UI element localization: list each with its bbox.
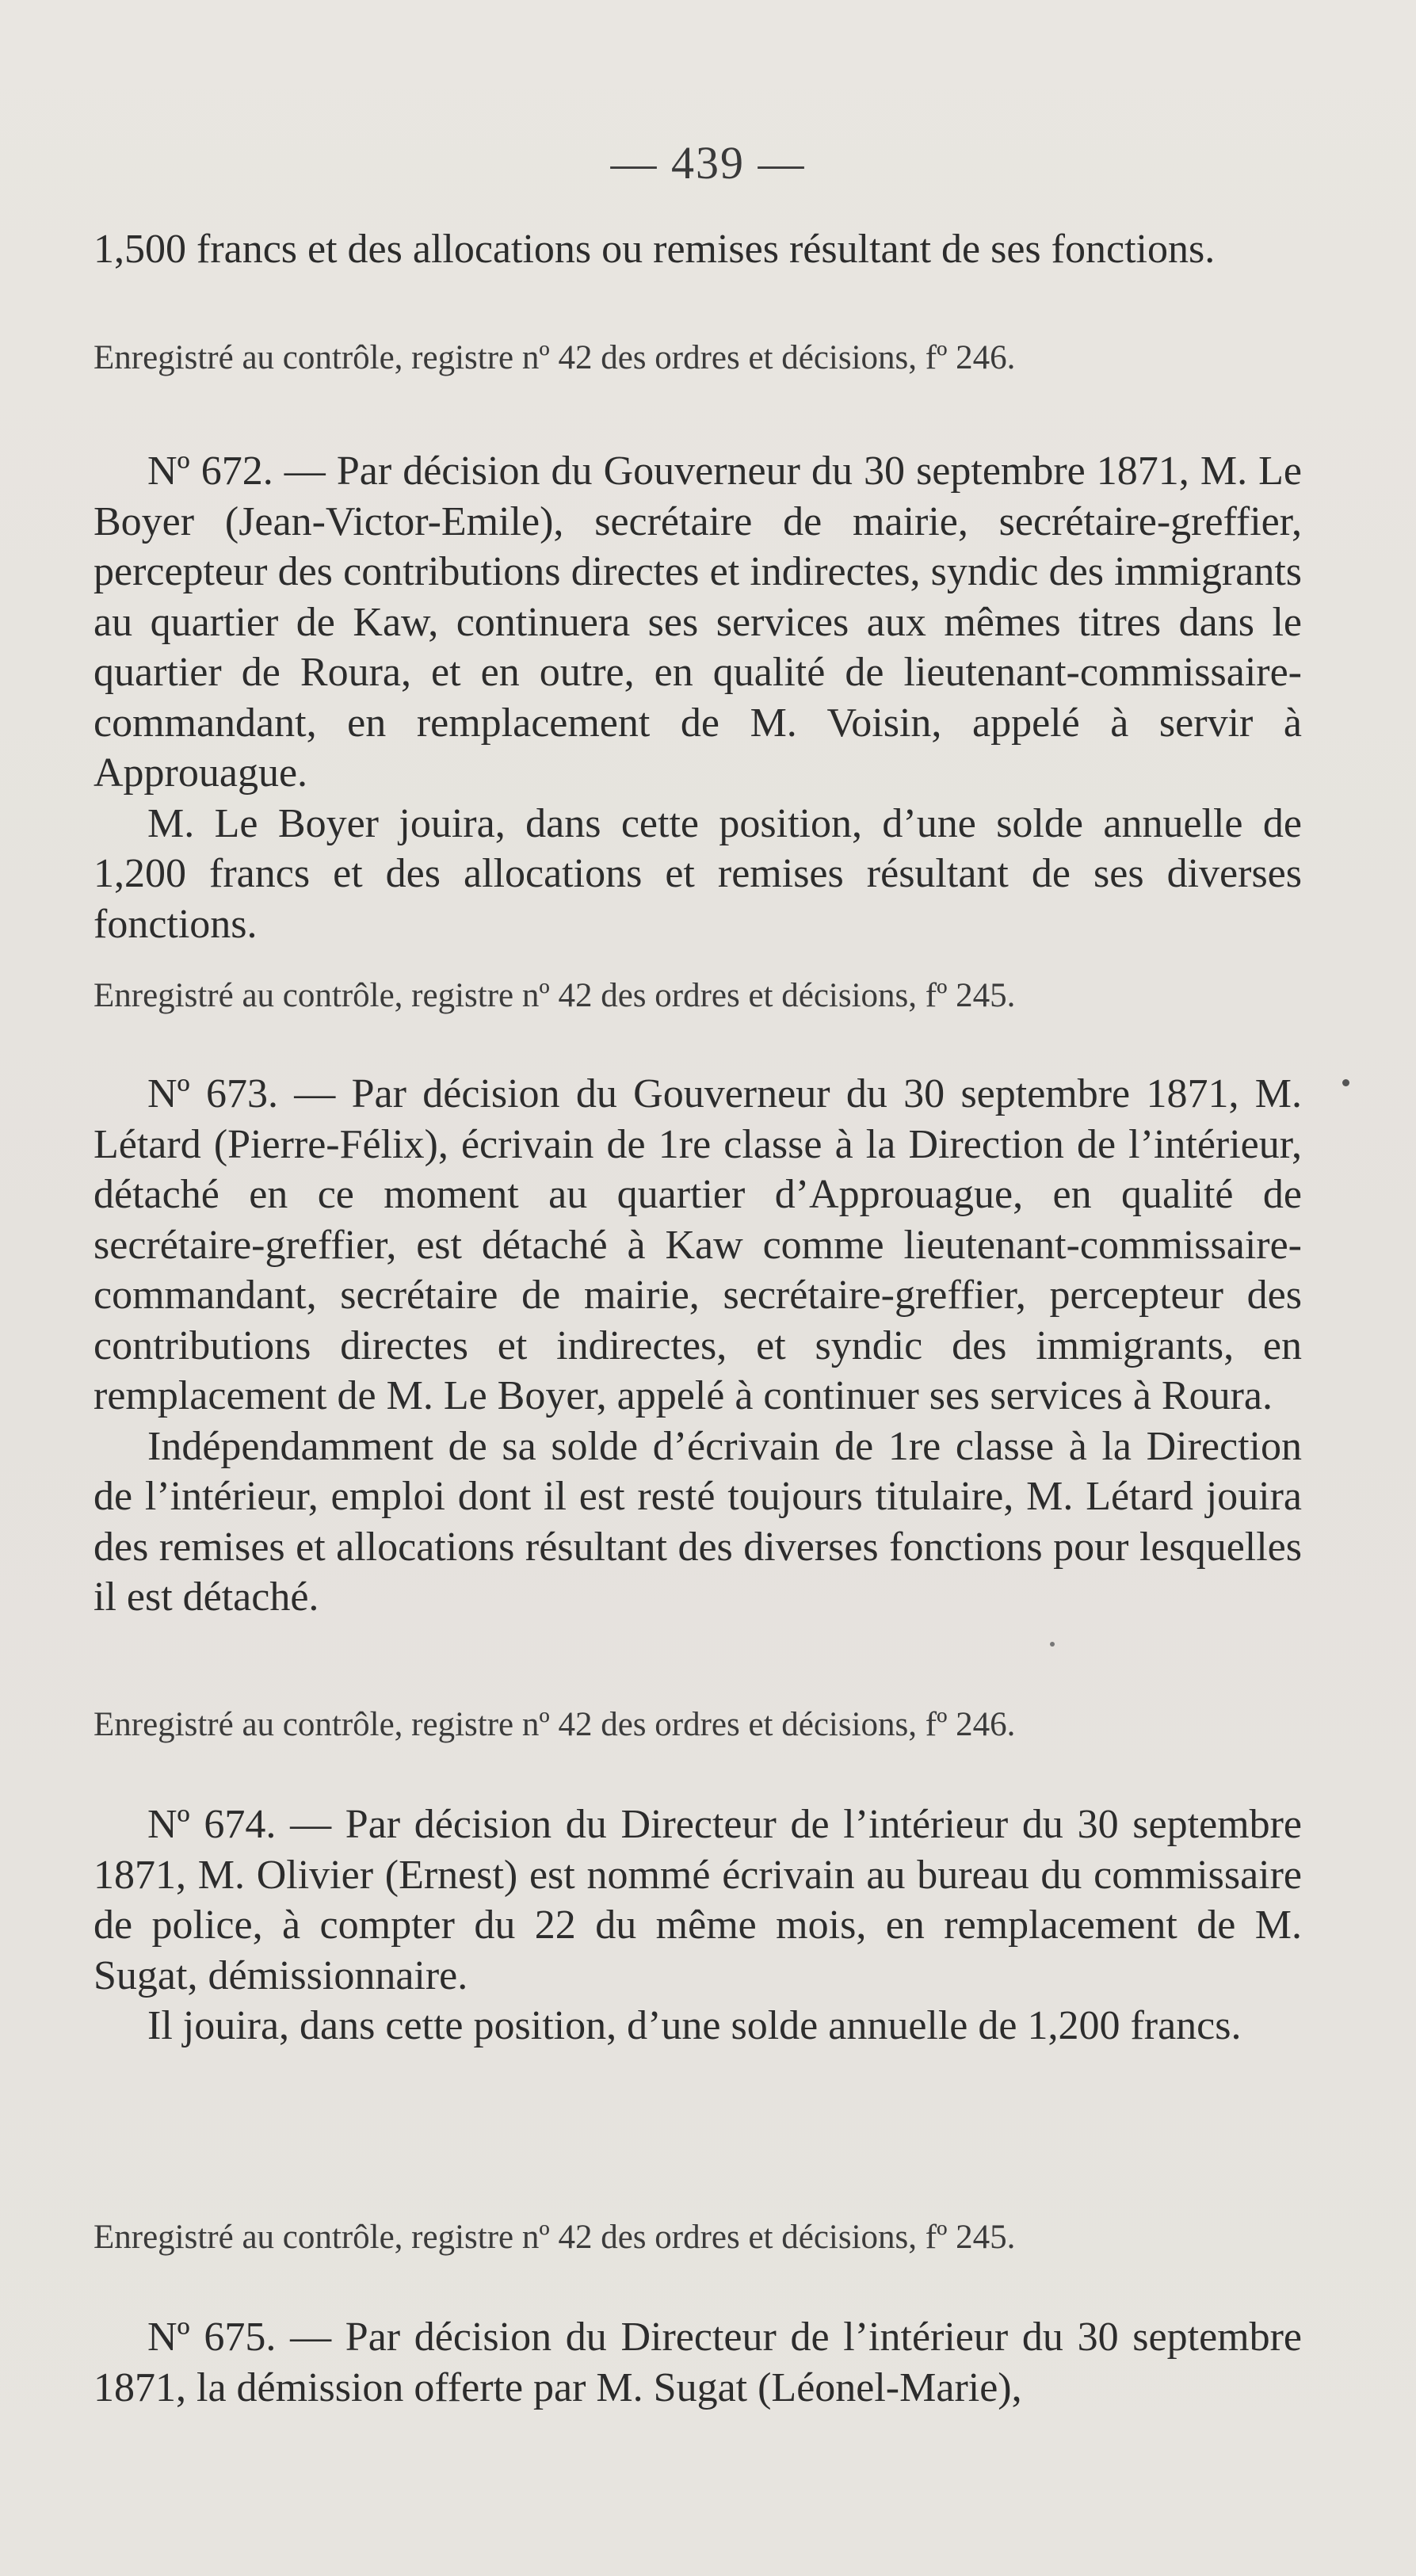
- paragraph: Indépendamment de sa solde d’écrivain de 1re classe à la Direction de l’intérieur, emploi dont il est resté toujours titulaire, M. Létard jouira des remises et allocations résultant des diverses fonctions pour lesquelles il est détaché.: [94, 1423, 1302, 1620]
- paragraph: Nº 675. — Par décision du Directeur de l’intérieur du 30 septembre 1871, la démission offerte par M. Sugat (Léonel-Marie),: [94, 2315, 1302, 2410]
- registration-note: Enregistré au contrôle, registre nº 42 des ordres et décisions, fº 245.: [94, 2219, 1016, 2256]
- registration-note: Enregistré au contrôle, registre nº 42 des ordres et décisions, fº 245.: [94, 977, 1016, 1014]
- paragraph: Nº 674. — Par décision du Directeur de l’intérieur du 30 septembre 1871, M. Olivier (Ernest) est nommé écrivain au bureau du commissaire de police, à compter du 22 du même mois, en remplacement de M. Sugat, démissionnaire.: [94, 1802, 1302, 1998]
- paragraph: M. Le Boyer jouira, dans cette position, d’une solde annuelle de 1,200 francs et des allocations et remises résultant de ses diverses fonctions.: [94, 800, 1302, 947]
- ink-speck: [1342, 1079, 1349, 1086]
- paragraph: Il jouira, dans cette position, d’une solde annuelle de 1,200 francs.: [147, 2003, 1242, 2048]
- entry-674: [94, 1799, 1302, 2051]
- registration-note: Enregistré au contrôle, registre nº 42 des ordres et décisions, fº 246.: [94, 1706, 1016, 1743]
- paragraph: Nº 672. — Par décision du Gouverneur du 30 septembre 1871, M. Le Boyer (Jean-Victor-Emile), secrétaire de mairie, secrétaire-greffier, percepteur des contributions directes et indirectes, syndic des immigrants au quartier de Kaw, continuera ses services aux mêmes titres dans le quartier de Roura, et en outre, en qualité de lieutenant-commissaire-commandant, en remplacement de M. Voisin, appelé à servir à Approuague.: [94, 448, 1302, 796]
- ink-speck: [1050, 1642, 1055, 1647]
- entry-672: [94, 446, 1302, 949]
- registration-note: Enregistré au contrôle, registre nº 42 des ordres et décisions, fº 246.: [94, 339, 1016, 376]
- entry-675: [94, 2312, 1302, 2413]
- paragraph: Nº 673. — Par décision du Gouverneur du 30 septembre 1871, M. Létard (Pierre-Félix), écrivain de 1re classe à la Direction de l’intérieur, détaché en ce moment au quartier d’Approuague, en qualité de secrétaire-greffier, est détaché à Kaw comme lieutenant-commissaire-commandant, secrétaire de mairie, secrétaire-greffier, percepteur des contributions directes et indirectes, et syndic des immigrants, en remplacement de M. Le Boyer, appelé à continuer ses services à Roura.: [94, 1071, 1302, 1418]
- entry-continuation: [94, 224, 1302, 275]
- paragraph: 1,500 francs et des allocations ou remises résultant de ses fonctions.: [94, 227, 1216, 272]
- page-number: — 439 —: [610, 137, 806, 189]
- entry-673: [94, 1069, 1302, 1623]
